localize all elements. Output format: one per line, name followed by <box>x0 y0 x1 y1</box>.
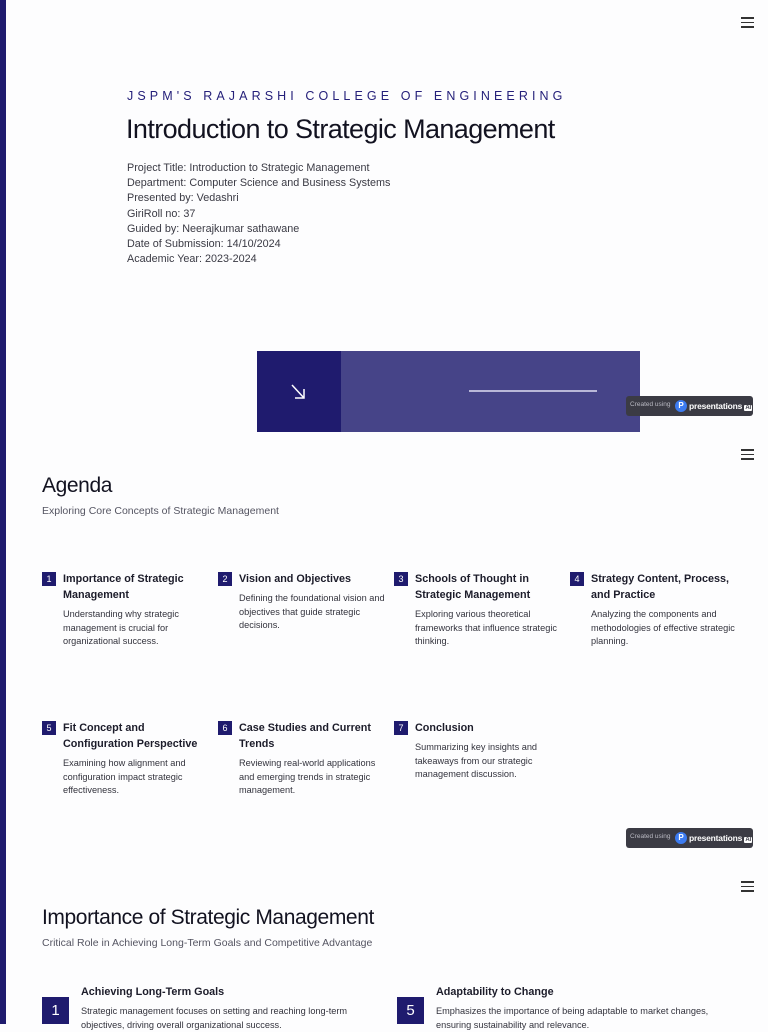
agenda-number: 4 <box>570 572 584 586</box>
agenda-item-title: Conclusion <box>415 722 474 734</box>
importance-number: 1 <box>42 997 69 1024</box>
banner-arrow-button[interactable] <box>257 351 341 432</box>
badge-brand: presentations AI <box>689 401 751 411</box>
left-accent-bar <box>0 0 6 1024</box>
agenda-subtitle: Exploring Core Concepts of Strategic Management <box>42 505 279 517</box>
importance-subtitle: Critical Role in Achieving Long-Term Goals and Competitive Advantage <box>42 937 373 949</box>
hamburger-menu-icon[interactable] <box>741 16 755 28</box>
presentations-ai-logo-icon: P <box>675 832 687 844</box>
importance-title: Importance of Strategic Management <box>42 906 374 929</box>
arrow-down-right-icon <box>289 381 309 403</box>
agenda-item-desc: Examining how alignment and configuration impact strategic effectiveness. <box>63 758 186 795</box>
badge-brand: presentations AI <box>689 833 751 843</box>
detail-project-title: Project Title: Introduction to Strategic Management <box>127 162 370 174</box>
detail-guide: Guided by: Neerajkumar sathawane <box>127 222 300 235</box>
hamburger-menu-icon[interactable] <box>741 880 755 892</box>
importance-item-title: Achieving Long-Term Goals <box>81 986 225 998</box>
agenda-item-desc: Exploring various theoretical frameworks that influence strategic thinking. <box>415 609 557 646</box>
agenda-item-title: Strategy Content, Process, and Practice <box>591 573 729 601</box>
importance-item-desc: Strategic management focuses on setting and reaching long-term objectives, driving overall organizational success. <box>81 1006 348 1030</box>
agenda-item-title: Fit Concept and Configuration Perspective <box>63 722 198 750</box>
agenda-number: 7 <box>394 721 408 735</box>
agenda-item-desc: Summarizing key insights and takeaways from our strategic management discussion. <box>415 742 538 779</box>
agenda-item-title: Importance of Strategic Management <box>63 573 184 601</box>
agenda-number: 5 <box>42 721 56 735</box>
presentations-ai-logo-icon: P <box>675 400 687 412</box>
college-name: JSPM'S RAJARSHI COLLEGE OF ENGINEERING <box>127 89 567 103</box>
importance-item-title: Adaptability to Change <box>436 986 554 998</box>
detail-roll-no: GiriRoll no: 37 <box>127 207 196 220</box>
detail-academic-year: Academic Year: 2023-2024 <box>127 253 257 266</box>
agenda-number: 3 <box>394 572 408 586</box>
agenda-item-desc: Understanding why strategic management is crucial for organizational success. <box>63 609 179 646</box>
created-using-badge[interactable] <box>626 828 753 848</box>
agenda-item-desc: Analyzing the components and methodologies of effective strategic planning. <box>591 609 735 646</box>
importance-number: 5 <box>397 997 424 1024</box>
hamburger-menu-icon[interactable] <box>741 448 755 460</box>
agenda-item-title: Vision and Objectives <box>239 573 352 585</box>
badge-label: Created using <box>630 833 671 840</box>
agenda-item-title: Schools of Thought in Strategic Management <box>415 573 531 601</box>
created-using-badge[interactable] <box>626 396 753 416</box>
agenda-number: 1 <box>42 572 56 586</box>
detail-submission-date: Date of Submission: 14/10/2024 <box>127 238 281 251</box>
project-details <box>127 161 390 267</box>
badge-label: Created using <box>630 401 671 408</box>
agenda-item-desc: Defining the foundational vision and objectives that guide strategic decisions. <box>239 593 385 630</box>
importance-item-desc: Emphasizes the importance of being adaptable to market changes, ensuring sustainability and relevance. <box>436 1006 709 1030</box>
agenda-number: 6 <box>218 721 232 735</box>
agenda-number: 2 <box>218 572 232 586</box>
banner-divider-line <box>469 390 597 392</box>
agenda-title: Agenda <box>42 474 113 497</box>
title-banner <box>257 351 640 432</box>
presentation-title: Introduction to Strategic Management <box>126 114 555 144</box>
agenda-item-title: Case Studies and Current Trends <box>239 722 371 750</box>
detail-department: Department: Computer Science and Business Systems <box>127 177 391 190</box>
agenda-item-desc: Reviewing real-world applications and emerging trends in strategic management. <box>239 758 376 795</box>
detail-presenter: Presented by: Vedashri <box>127 192 239 205</box>
